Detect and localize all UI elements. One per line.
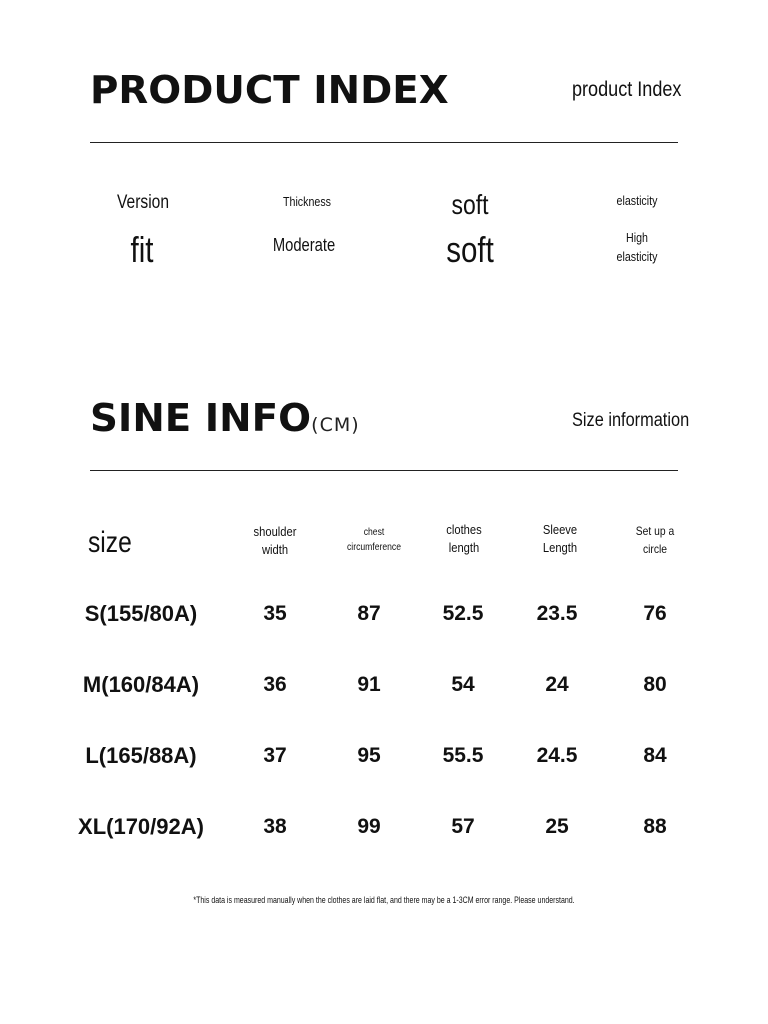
cell-circle: 76 (643, 602, 667, 625)
cell-length: 57 (451, 815, 475, 838)
cell-chest: 99 (357, 815, 381, 838)
col-header-circle-line1: Set up a (635, 524, 675, 538)
cell-length: 52.5 (442, 602, 484, 625)
size-info-unit: (CM) (311, 414, 360, 436)
cell-sleeve: 24 (545, 673, 569, 696)
divider-top (90, 142, 678, 143)
size-info-title: SINE INFO (90, 396, 312, 440)
size-info-subtitle: Size information (572, 410, 690, 431)
col-header-shoulder-line2: width (261, 542, 289, 557)
attr-value-thickness: Moderate (272, 235, 336, 255)
divider-size (90, 470, 678, 471)
cell-circle: 88 (643, 815, 667, 838)
col-header-sleeve-line1: Sleeve (542, 522, 578, 537)
col-header-circle-line2: circle (642, 542, 668, 556)
cell-circle: 80 (643, 673, 667, 696)
attr-value-version: fit (130, 229, 154, 270)
attr-value-elasticity-line1: High (626, 230, 648, 245)
table-row-size: M(160/84A) (82, 672, 200, 697)
attr-value-soft: soft (446, 229, 494, 270)
cell-circle: 84 (643, 744, 667, 767)
cell-sleeve: 23.5 (536, 602, 578, 625)
product-index-title: PRODUCT INDEX (90, 68, 449, 112)
table-row-size: XL(170/92A) (78, 814, 204, 839)
size-info-heading (90, 396, 360, 440)
col-header-clothes-line1: clothes (446, 522, 482, 537)
cell-shoulder: 37 (263, 744, 287, 767)
attr-label-elasticity: elasticity (616, 193, 658, 208)
col-header-chest-line2: circumference (346, 542, 402, 553)
cell-length: 54 (451, 673, 475, 696)
col-header-circle (612, 522, 698, 558)
col-header-clothes-line2: length (448, 540, 480, 555)
col-header-shoulder-line1: shoulder (253, 524, 297, 539)
attr-value-elasticity (596, 228, 678, 266)
table-row-size: S(155/80A) (84, 601, 198, 626)
cell-shoulder: 38 (263, 815, 287, 838)
col-header-chest-line1: chest (363, 527, 385, 538)
col-header-chest (327, 525, 422, 555)
cell-chest: 91 (357, 673, 381, 696)
col-header-sleeve-line2: Length (542, 540, 578, 555)
cell-sleeve: 25 (545, 815, 569, 838)
product-index-subtitle: product Index (572, 78, 682, 101)
cell-sleeve: 24.5 (536, 744, 578, 767)
attr-label-soft: soft (451, 189, 489, 220)
cell-chest: 95 (357, 744, 381, 767)
cell-length: 55.5 (442, 744, 484, 767)
attr-label-thickness: Thickness (283, 194, 331, 209)
col-header-size: size (88, 526, 132, 559)
col-header-clothes (421, 521, 507, 557)
cell-chest: 87 (357, 602, 381, 625)
footnote: *This data is measured manually when the clothes are laid flat, and there may be a 1-3CM error range. Please understand. (193, 895, 575, 905)
attr-label-version: Version (117, 192, 169, 213)
table-row-size: L(165/88A) (85, 743, 197, 768)
col-header-sleeve (517, 521, 603, 557)
cell-shoulder: 36 (263, 673, 287, 696)
col-header-shoulder (232, 523, 318, 559)
attr-value-elasticity-line2: elasticity (616, 249, 658, 264)
cell-shoulder: 35 (263, 602, 287, 625)
